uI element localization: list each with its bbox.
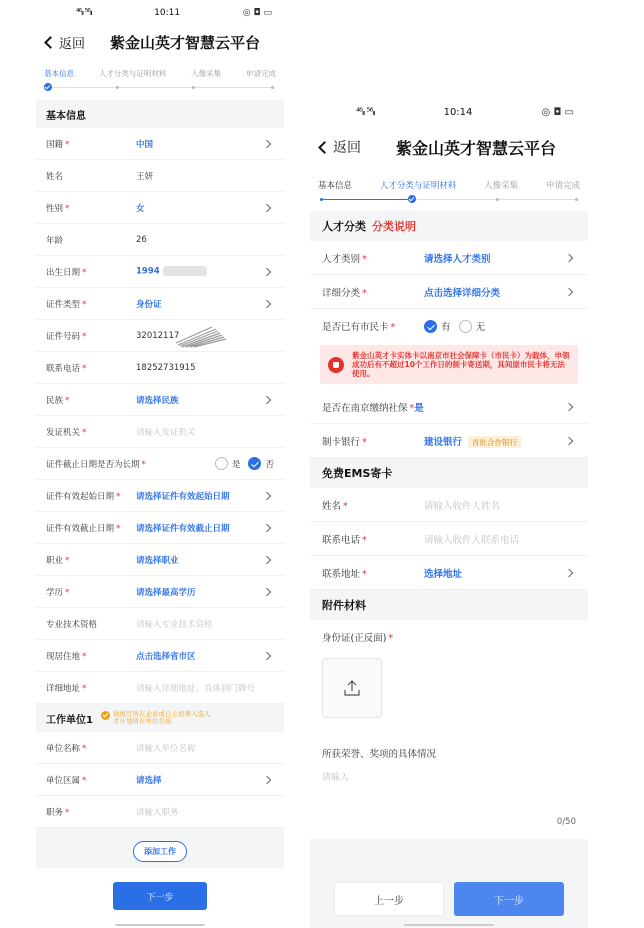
- field-label: 联系电话: [322, 534, 361, 546]
- chevron-right-icon: [565, 436, 573, 444]
- step-check-icon: [408, 195, 416, 203]
- signal-icon: ⁴⁶ᵢₗₗ ⁵⁶ᵢₗₗ: [76, 8, 92, 18]
- field-label: 证件类型: [46, 299, 81, 310]
- upload-icon: [343, 679, 361, 697]
- alert-icon: [328, 357, 344, 373]
- field-social-security[interactable]: 是否在南京缴纳社保 * 是: [310, 390, 588, 424]
- phone-value: 18252731915: [136, 362, 196, 373]
- status-bar: [36, 0, 284, 26]
- field-label: 姓名: [322, 500, 342, 512]
- tip-check-icon: [101, 711, 110, 720]
- nav-bar: [36, 26, 284, 58]
- field-label: 姓名: [46, 171, 64, 182]
- issuer-input[interactable]: 请输入发证机关: [136, 427, 196, 438]
- chevron-right-icon: [263, 299, 271, 307]
- step-classification: 人才分类与证明材料: [98, 69, 167, 78]
- category-title: 人才分类: [322, 220, 366, 233]
- name-value: 王妍: [136, 171, 154, 182]
- field-valid-start[interactable]: 证件有效起始日期 * 请选择证件有效起始日期: [36, 480, 284, 512]
- field-occupation[interactable]: 职业 * 请选择职业: [36, 544, 284, 576]
- chevron-right-icon: [263, 775, 271, 783]
- field-label: 详细地址: [46, 683, 81, 694]
- status-bar: [310, 97, 588, 127]
- id-card-upload[interactable]: [322, 658, 382, 718]
- home-indicator: [115, 924, 205, 926]
- field-label: 是否在南京缴纳社保: [322, 402, 408, 414]
- gender-value: 女: [136, 203, 145, 214]
- next-button[interactable]: 下一步: [454, 882, 564, 916]
- step-complete: 申请完成: [245, 69, 276, 78]
- field-label: 是否已有市民卡: [322, 322, 389, 333]
- field-label: 联系地址: [322, 568, 361, 580]
- step-progress: [36, 58, 284, 100]
- age-value: 26: [136, 234, 147, 245]
- field-residence[interactable]: 现居住地 * 点击选择省市区: [36, 640, 284, 672]
- step-track: [320, 199, 578, 200]
- nav-bar: [310, 127, 588, 167]
- page-title: 紫金山英才智慧云平台: [396, 138, 557, 158]
- radio-no[interactable]: [248, 457, 274, 470]
- field-education[interactable]: 学历 * 请选择最高学历: [36, 576, 284, 608]
- chevron-right-icon: [263, 395, 271, 403]
- recipient-phone-input[interactable]: 请输入收件人联系电话: [424, 534, 520, 546]
- field-name: [36, 160, 284, 192]
- step-dot: [320, 198, 323, 201]
- field-age: [36, 224, 284, 256]
- chevron-right-icon: [263, 523, 271, 531]
- radio-circle-icon: [459, 320, 472, 333]
- field-label: 民族: [46, 395, 64, 406]
- step-track: [46, 87, 274, 88]
- step-dot: [496, 198, 499, 201]
- section-title: 基本信息: [36, 100, 284, 128]
- field-company-name[interactable]: 单位名称 * 请输入单位名称: [36, 732, 284, 764]
- nationality-value: 中国: [136, 139, 154, 150]
- valid-start-value: 请选择证件有效起始日期: [136, 491, 230, 502]
- field-address[interactable]: 详细地址 * 请输入详细地址、具体到门牌号: [36, 672, 284, 704]
- back-button[interactable]: [320, 137, 361, 157]
- step-classification: 人才分类与证明材料: [379, 181, 457, 191]
- honor-textarea[interactable]: 请输入: [322, 773, 350, 783]
- chevron-right-icon: [565, 253, 573, 261]
- field-label: 发证机关: [46, 427, 81, 438]
- partner-badge: 首批合作银行: [468, 436, 521, 448]
- id-type-value: 身份证: [136, 299, 162, 310]
- recipient-address-value: 选择地址: [424, 568, 463, 580]
- back-button[interactable]: [46, 33, 85, 52]
- field-label: 制卡银行: [322, 436, 361, 448]
- field-phone[interactable]: 联系电话 * 18252731915: [36, 352, 284, 384]
- work-unit-title: 工作单位1: [46, 714, 93, 726]
- work-unit-header: [36, 704, 284, 732]
- status-time: 10:14: [443, 106, 473, 118]
- notice-area: [310, 343, 588, 390]
- footer-bar: [36, 868, 284, 928]
- radio-label: 否: [265, 459, 274, 470]
- talent-category-value: 请选择人才类别: [424, 253, 491, 265]
- field-label: 出生日期: [46, 267, 81, 278]
- step-dot: [192, 86, 195, 89]
- chevron-right-icon: [263, 555, 271, 563]
- field-recipient-name[interactable]: 姓名 * 请输入收件人姓名: [310, 488, 588, 522]
- system-icons: ◎ ◘ ▭: [242, 8, 272, 18]
- radio-label: 有: [441, 322, 451, 333]
- chevron-left-icon: [318, 141, 331, 154]
- field-recipient-phone[interactable]: 联系电话 * 请输入收件人联系电话: [310, 522, 588, 556]
- step-track-fill: [320, 199, 412, 200]
- chevron-right-icon: [565, 402, 573, 410]
- chevron-right-icon: [263, 267, 271, 275]
- chevron-left-icon: [44, 36, 57, 49]
- ethnicity-value: 请选择民族: [136, 395, 179, 406]
- screen-basic-info: [36, 0, 284, 928]
- signal-icon: ⁴⁶ᵢₗₗ ⁵⁶ᵢₗₗ: [356, 106, 375, 118]
- redaction-blur: [163, 266, 207, 276]
- step-portrait: 人像采集: [191, 69, 222, 78]
- field-gender[interactable]: 性别 * 女: [36, 192, 284, 224]
- residence-value: 点击选择省市区: [136, 651, 196, 662]
- step-dot: [575, 198, 578, 201]
- next-button[interactable]: 下一步: [113, 882, 207, 910]
- home-indicator: [404, 924, 494, 926]
- field-nationality[interactable]: 国籍 * 中国: [36, 128, 284, 160]
- occupation-value: 请选择职业: [136, 555, 179, 566]
- prev-button[interactable]: 上一步: [334, 882, 444, 916]
- company-district-value: 请选择: [136, 775, 162, 786]
- field-issuer[interactable]: 发证机关 * 请输入发证机关: [36, 416, 284, 448]
- radio-no-card[interactable]: [459, 319, 486, 333]
- citizen-card-notice: [320, 345, 578, 384]
- step-basic-info: 基本信息: [44, 69, 74, 78]
- field-citizen-card: 是否已有市民卡 * 有 无: [310, 309, 588, 343]
- field-label: 单位名称: [46, 743, 81, 754]
- field-label: 学历: [46, 587, 64, 598]
- radio-label: 无: [475, 322, 486, 333]
- category-help-link[interactable]: 分类说明: [372, 220, 416, 233]
- check-circle-icon: [248, 457, 261, 470]
- attachments-area: 身份证(正反面) * 所获荣誉、奖项的具体情况 请输入 0/50: [310, 620, 588, 839]
- back-label: 返回: [333, 140, 361, 156]
- chevron-right-icon: [263, 203, 271, 211]
- radio-has-card[interactable]: [424, 319, 451, 333]
- screen-classification: [310, 97, 588, 928]
- field-label: 人才类别: [322, 253, 361, 265]
- field-talent-category[interactable]: 人才类别 * 请选择人才类别: [310, 241, 588, 275]
- education-value: 请选择最高学历: [136, 587, 196, 598]
- step-check-icon: [44, 83, 52, 91]
- social-security-value: 是: [414, 402, 424, 414]
- detail-category-value: 点击选择详细分类: [424, 287, 501, 299]
- radio-circle-icon: [215, 457, 228, 470]
- category-header: [310, 211, 588, 241]
- field-long-term: 证件截止日期是否为长期 * 是 否: [36, 448, 284, 480]
- address-input[interactable]: 请输入详细地址、具体到门牌号: [136, 683, 256, 694]
- field-label: 职务: [46, 807, 64, 818]
- field-recipient-address[interactable]: 联系地址 * 选择地址: [310, 556, 588, 590]
- step-portrait: 人像采集: [484, 181, 519, 191]
- field-id-number[interactable]: 证件号码 * 32012117: [36, 320, 284, 352]
- field-label: 专业技术资格: [46, 619, 98, 630]
- qualification-input[interactable]: 请输入专业技术资格: [136, 619, 213, 630]
- field-label: 国籍: [46, 139, 64, 150]
- chevron-right-icon: [565, 287, 573, 295]
- valid-end-value: 请选择证件有效截止日期: [136, 523, 230, 534]
- radio-label: 是: [231, 459, 241, 470]
- chevron-right-icon: [263, 587, 271, 595]
- check-circle-icon: [424, 320, 437, 333]
- field-birthdate[interactable]: 出生日期 * 1994: [36, 256, 284, 288]
- step-progress: [310, 167, 588, 211]
- system-icons: ◎ ◘ ▭: [541, 106, 574, 118]
- chevron-right-icon: [263, 491, 271, 499]
- field-ethnicity[interactable]: 民族 * 请选择民族: [36, 384, 284, 416]
- step-dot: [271, 86, 274, 89]
- field-label: 现居住地: [46, 651, 81, 662]
- chevron-right-icon: [565, 568, 573, 576]
- field-label: 详细分类: [322, 287, 361, 299]
- redaction-scribble: [172, 323, 228, 349]
- status-time: 10:11: [154, 8, 181, 18]
- chevron-right-icon: [263, 651, 271, 659]
- radio-yes[interactable]: [215, 457, 241, 470]
- company-name-input[interactable]: 请输入单位名称: [136, 743, 196, 754]
- field-label: 联系电话: [46, 363, 81, 374]
- back-label: 返回: [59, 36, 86, 52]
- add-work-button[interactable]: 添加工作: [133, 841, 187, 862]
- page-title: 紫金山英才智慧云平台: [110, 33, 261, 52]
- work-unit-tip: 请填写所在企业或自主培养入选人才计划所在单位名称: [101, 711, 213, 725]
- step-complete: 申请完成: [545, 181, 580, 191]
- step-dot: [116, 86, 119, 89]
- ems-header: 免费EMS寄卡: [310, 458, 588, 488]
- field-position[interactable]: 职务 * 请输入职务: [36, 796, 284, 828]
- honor-label: 所获荣誉、奖项的具体情况: [322, 749, 437, 760]
- id-number-value: 32012117: [136, 330, 180, 341]
- footer-bar: [310, 872, 588, 928]
- field-label: 职业: [46, 555, 64, 566]
- birthdate-value: 1994: [136, 266, 160, 277]
- field-label: 证件有效起始日期: [46, 491, 115, 502]
- field-title-qualification[interactable]: [36, 608, 284, 640]
- field-company-district[interactable]: 单位区属 * 请选择: [36, 764, 284, 796]
- field-bank[interactable]: 制卡银行 * 建设银行 首批合作银行: [310, 424, 588, 458]
- field-label: 单位区属: [46, 775, 81, 786]
- position-input[interactable]: 请输入职务: [136, 807, 179, 818]
- recipient-name-input[interactable]: 请输入收件人姓名: [424, 500, 501, 512]
- field-detail-category[interactable]: 详细分类 * 点击选择详细分类: [310, 275, 588, 309]
- field-valid-end[interactable]: 证件有效截止日期 * 请选择证件有效截止日期: [36, 512, 284, 544]
- field-label: 性别: [46, 203, 64, 214]
- chevron-right-icon: [263, 139, 271, 147]
- field-id-type[interactable]: 证件类型 * 身份证: [36, 288, 284, 320]
- field-label: 证件截止日期是否为长期: [46, 459, 140, 470]
- bank-value: 建设银行: [424, 436, 463, 448]
- attachments-header: 附件材料: [310, 590, 588, 620]
- step-basic-info: 基本信息: [318, 181, 353, 191]
- id-card-label: 身份证(正反面): [322, 633, 387, 644]
- notice-text: 紫金山英才卡实体卡以南京市社会保障卡（市民卡）为载体，申领成功后有不超过10个工作日的制卡寄送期，其间原市民卡将无法使用。: [352, 351, 570, 378]
- field-label: 年龄: [46, 235, 64, 246]
- field-label: 证件有效截止日期: [46, 523, 115, 534]
- char-counter: 0/50: [556, 817, 576, 827]
- field-label: 证件号码: [46, 331, 81, 342]
